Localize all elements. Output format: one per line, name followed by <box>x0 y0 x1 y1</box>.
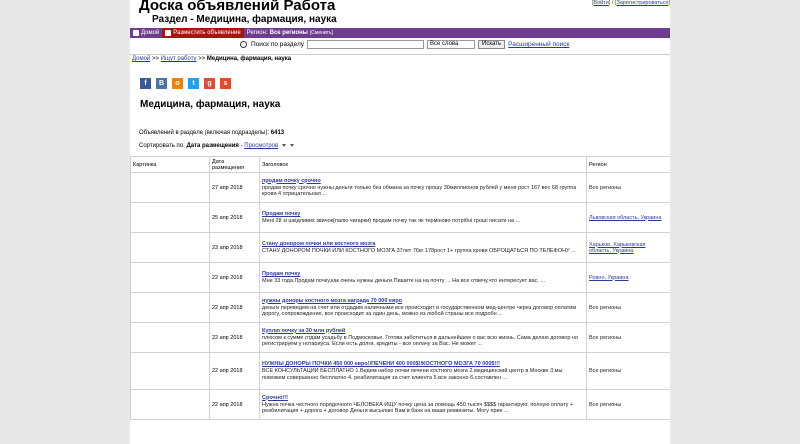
table-row <box>131 233 671 263</box>
col-header-date: Дата размещения <box>210 157 260 173</box>
row-thumbnail <box>131 323 210 353</box>
row-content <box>260 323 587 353</box>
breadcrumb-parent[interactable]: Ищут работу <box>160 56 197 62</box>
row-date: 25 апр 2018 <box>210 203 260 233</box>
breadcrumb-current: Медицина, фармация, наука <box>206 56 292 62</box>
row-region[interactable]: Харьков, Харьковская область, Украина <box>589 241 646 254</box>
row-title-link[interactable]: Стану донором почки или костного мозга <box>262 240 376 247</box>
main-sheet <box>130 0 670 444</box>
row-content <box>260 173 587 203</box>
breadcrumb <box>130 54 670 62</box>
table-row <box>131 353 671 390</box>
row-title-link[interactable]: Срочно!!! <box>262 394 288 401</box>
row-description: ВСЕ КОНСУЛЬТАЦИИ БЕСПЛАТНО 1.Ведем набор почки печени костного мозга 2.медицинский центр в Москве 3.мы поможем совершенно бесплатно 4. реабилитация за счет клиента 5.все законно 6.составлен ... <box>262 368 563 381</box>
row-date: 22 апр 2018 <box>210 353 260 390</box>
extended-search-link[interactable]: Расширенный поиск <box>508 41 570 48</box>
region-change-link[interactable]: [Сменить] <box>309 30 333 36</box>
row-content <box>260 390 587 420</box>
ads-table <box>130 156 670 420</box>
right-gutter <box>670 0 800 444</box>
category-title: Медицина, фармация, наука <box>140 99 281 110</box>
row-region: Все регионы <box>589 334 622 341</box>
breadcrumb-sep: >> <box>151 56 159 62</box>
sort-controls <box>139 143 294 149</box>
sort-active: Дата размещения <box>186 143 239 149</box>
nav-post-ad[interactable] <box>162 28 243 38</box>
row-title-link[interactable]: НУЖНЫ ДОНОРЫ ПОЧКИ 450 000 евро!/ПЕЧЕНИ 400 000$!/КОСТНОГО МОЗГА 70 000$!!! <box>262 361 500 367</box>
search-label: Поиск по разделу <box>251 41 304 48</box>
sort-down-icon[interactable] <box>290 144 294 147</box>
col-header-region: Регион <box>587 157 671 173</box>
row-region-cell <box>587 263 671 293</box>
top-nav <box>130 28 670 38</box>
row-title-link[interactable]: Продам почку <box>262 210 301 217</box>
row-thumbnail <box>131 263 210 293</box>
search-scope-select[interactable]: Все слова <box>427 40 475 49</box>
row-description: Нужна почка честного порядочного ЧЕЛОВЕКА ИЩУ почку цена за помощь 450 тысяч $$$$ гарантирую; полную оплату + реабилитация + дорога + договор Деньги высылаю Вам в банк на ваши реквизиты. Могу прие ... <box>262 401 574 414</box>
row-thumbnail <box>131 390 210 420</box>
row-title-link[interactable]: продам почку срочно <box>262 177 321 184</box>
row-region: Все регионы <box>589 401 622 408</box>
row-region-cell <box>587 203 671 233</box>
region-value: Все регионы <box>269 30 308 36</box>
row-region-cell <box>587 293 671 323</box>
row-region: Все регионы <box>589 368 622 374</box>
row-content <box>260 203 587 233</box>
search-button[interactable]: Искать <box>478 40 505 49</box>
row-region: Все регионы <box>589 304 622 311</box>
row-thumbnail <box>131 353 210 390</box>
sort-by-views-link[interactable]: Просмотров <box>244 143 279 149</box>
row-description: продам почку срочно нужны деньги только без обмана за почку прошу 30миллионов рублей у меня рост 167 вес 68 группа крови 4 отрицательная ... <box>262 184 577 197</box>
breadcrumb-sep: >> <box>198 56 206 62</box>
sort-down-icon[interactable] <box>282 144 286 147</box>
sort-dash: - <box>240 143 243 149</box>
vk-icon[interactable]: B <box>156 78 167 89</box>
breadcrumb-home[interactable]: Домой <box>132 56 151 62</box>
row-content <box>260 263 587 293</box>
search-icon <box>240 41 247 48</box>
googleplus-icon[interactable]: g <box>204 78 215 89</box>
row-region[interactable]: Львовская область, Украина <box>589 214 662 221</box>
row-date: 22 апр 2018 <box>210 390 260 420</box>
row-date: 22 апр 2018 <box>210 323 260 353</box>
table-row <box>131 173 671 203</box>
row-thumbnail <box>131 203 210 233</box>
register-link[interactable]: Зарегистрироваться <box>616 0 669 6</box>
row-region-cell <box>587 323 671 353</box>
row-description: деньги переведем на счет или отдадим наличными все происходит в государственном мед-центре через договор оплатим дорогу, сопровождение, все происходит за один день, можно из любой страны все подробн ... <box>262 304 577 317</box>
row-region-cell <box>587 390 671 420</box>
left-gutter <box>0 0 130 444</box>
ad-count-label: Объявлений в разделе (включая подразделы): <box>139 130 270 136</box>
nav-post-label: Разместить объявление <box>173 30 241 36</box>
ads-table-body <box>131 173 671 420</box>
row-thumbnail <box>131 173 210 203</box>
row-content <box>260 353 587 390</box>
row-description: СТАНУ ДОНОРОМ ПОЧКИ ИЛИ КОСТНОГО МОЗГА 37лет 76кг 178рост 1+ группа крови ОБРОЩАТЬСЯ ПО ТЕЛЕФОНУ ... <box>262 247 576 254</box>
table-row <box>131 323 671 353</box>
row-title-link[interactable]: Куплю почку за 30 млн рублей <box>262 327 346 334</box>
row-region-cell <box>587 233 671 263</box>
row-region: Все регионы <box>589 184 622 191</box>
nav-home-label: Домой <box>141 30 160 36</box>
table-row <box>131 203 671 233</box>
row-date: 22 апр 2018 <box>210 263 260 293</box>
home-icon <box>133 30 139 36</box>
ad-count-value: 6413 <box>270 130 285 136</box>
nav-region <box>244 28 336 38</box>
row-date: 27 апр 2018 <box>210 173 260 203</box>
row-title-link[interactable]: Продам почку <box>262 270 301 277</box>
nav-home[interactable] <box>130 28 162 38</box>
region-label: Регион: <box>246 30 268 36</box>
search-input[interactable] <box>307 40 424 49</box>
search-bar <box>240 40 569 49</box>
site-title[interactable]: Доска объявлений Работа <box>139 0 336 14</box>
table-row <box>131 293 671 323</box>
twitter-icon[interactable]: t <box>188 78 199 89</box>
facebook-icon[interactable]: f <box>140 78 151 89</box>
share-buttons <box>140 78 231 89</box>
row-description: плюсом к сумме отдам усадьбу в Подмосковье. Готова заботиться в дальнейшем о вас всю жизнь. Сама делаю договор но регистрируем у нотариуса. Если есть долги, кредиты - все оплачу за Вас. Не может ... <box>262 334 579 347</box>
col-header-title: Заголовок <box>260 157 587 173</box>
post-ad-icon <box>165 30 171 36</box>
table-row <box>131 263 671 293</box>
row-region-cell <box>587 173 671 203</box>
stumbleupon-icon[interactable]: s <box>220 78 231 89</box>
row-region-cell <box>587 353 671 390</box>
row-title-link[interactable]: нужны доноры костного мозга награда 70 000 евро <box>262 297 403 304</box>
row-region[interactable]: Ровно, Украина <box>589 274 629 281</box>
login-link[interactable]: Войти <box>593 0 609 6</box>
col-header-picture: Картинка <box>131 157 210 173</box>
auth-links: [Войти] / [Зарегистрироваться] <box>591 0 670 6</box>
ad-count <box>139 130 284 136</box>
sort-label: Сортировать по: <box>139 143 185 149</box>
row-description: Мне 33 года.Продам почку,как очень нужны деньги.Пишите на на почту ... На все отвечу,что интересует вас. ... <box>262 277 546 284</box>
row-description: Мені 28 зі шкідливих звичок(палю чигарки) продам почку так як терміново потрібні гроші писати на ... <box>262 217 521 224</box>
row-date: 22 апр 2018 <box>210 293 260 323</box>
row-thumbnail <box>131 233 210 263</box>
row-content <box>260 233 587 263</box>
table-header-row <box>131 157 671 173</box>
row-date: 23 апр 2018 <box>210 233 260 263</box>
row-thumbnail <box>131 293 210 323</box>
table-row <box>131 390 671 420</box>
row-content <box>260 293 587 323</box>
section-title: Раздел - Медицина, фармация, наука <box>152 14 337 25</box>
odnoklassniki-icon[interactable]: o <box>172 78 183 89</box>
